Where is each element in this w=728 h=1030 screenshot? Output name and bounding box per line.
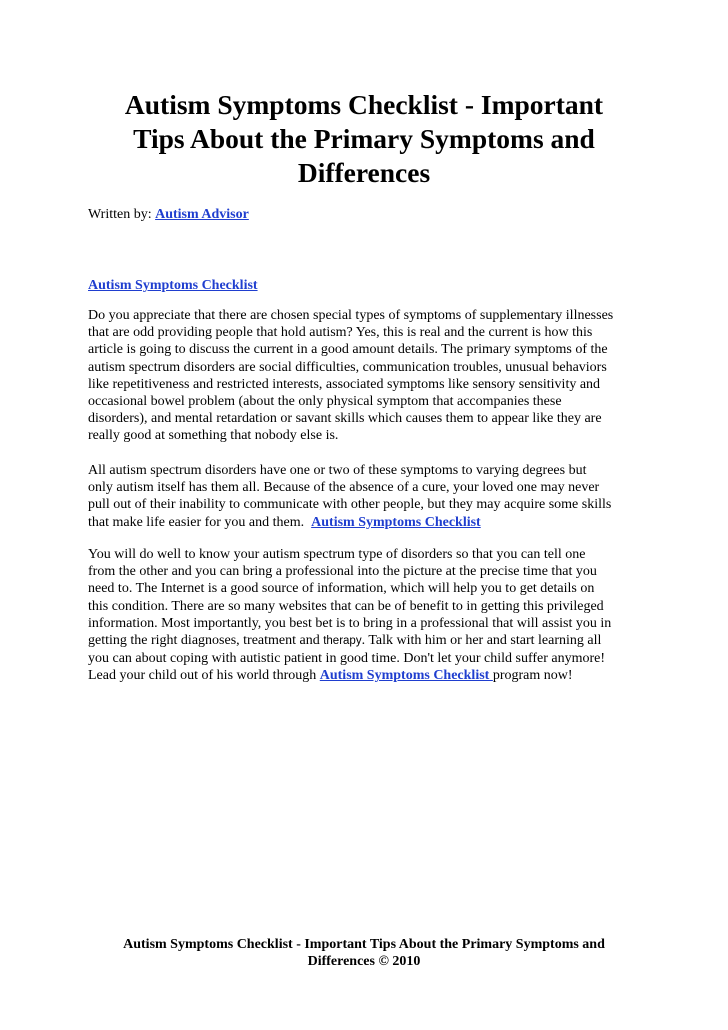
paragraph-2 — [88, 462, 648, 531]
paragraph-3-line-8-start: Lead your child out of his world through — [88, 668, 317, 684]
footer-line-1: Autism Symptoms Checklist - Important Tips About the Primary Symptoms and — [123, 937, 605, 952]
therapy-word: therapy — [323, 635, 362, 648]
paragraph-1-line: that are odd providing people that hold autism? Yes, this is real and the current is how this — [88, 325, 593, 341]
paragraph-3-line: you can about coping with autistic patient in good time. Don't let your child suffer anymore! — [88, 651, 606, 667]
paragraph-2-line: only autism itself has them all. Because of the absence of a cure, your loved one may never — [88, 480, 600, 496]
paragraph-3-line-8-end: program now! — [492, 668, 573, 684]
paragraph-1-line: really good at something that nobody else is. — [88, 428, 339, 444]
paragraph-1-line: autism spectrum disorders are social difficulties, communication troubles, unusual behaviors — [88, 359, 607, 375]
title-line-3: Differences — [297, 157, 431, 188]
paragraph-3-line: this condition. There are so many websites that can be of benefit to in getting this privileged — [88, 598, 604, 614]
paragraph-3-line-6-start: getting the right diagnoses, treatment and — [88, 633, 320, 649]
paragraph-1-line: Do you appreciate that there are chosen special types of symptoms of supplementary illnesses — [88, 308, 614, 323]
paragraph-2-line: All autism spectrum disorders have one or two of these symptoms to varying degrees but — [88, 463, 587, 478]
program-checklist-link[interactable]: Autism Symptoms Checklist — [319, 668, 493, 684]
paragraph-3-line-6-end: . Talk with him or her and start learning all — [361, 633, 602, 649]
paragraph-3-line: You will do well to know your autism spectrum type of disorders so that you can tell one — [88, 547, 586, 562]
inline-checklist-link[interactable]: Autism Symptoms Checklist — [311, 514, 481, 530]
page-title — [88, 88, 640, 190]
paragraph-3-line: from the other and you can bring a professional into the picture at the precise time that you — [88, 564, 597, 580]
paragraph-2-last-line-text: that make life easier for you and them. — [88, 514, 305, 530]
byline — [88, 207, 249, 223]
section-heading — [88, 278, 258, 294]
paragraph-1 — [88, 307, 648, 445]
paragraph-3 — [88, 546, 648, 685]
paragraph-3-line: need to. The Internet is a good source of information, which will help you to get details on — [88, 581, 595, 597]
byline-label: Written by: — [88, 207, 152, 222]
paragraph-1-line: article is going to discuss the current in a good amount details. The primary symptoms of the — [88, 342, 608, 358]
paragraph-2-line: pull out of their inability to communicate with other people, but they may acquire some skills — [88, 497, 612, 513]
section-heading-link[interactable]: Autism Symptoms Checklist — [88, 278, 258, 293]
paragraph-3-line: information. Most importantly, you best bet is to bring in a professional that will assist you in — [88, 615, 612, 631]
author-link[interactable]: Autism Advisor — [155, 207, 249, 222]
paragraph-1-line: disorders), and mental retardation or savant skills which causes them to appear like they are — [88, 411, 602, 427]
title-line-2: Tips About the Primary Symptoms and — [133, 123, 595, 154]
paragraph-1-line: occasional bowel problem (about the only physical symptom that accompanies these — [88, 394, 562, 410]
paragraph-1-line: like repetitiveness and restricted interests, associated symptoms like sensory sensitivity and — [88, 376, 601, 392]
page-footer — [88, 936, 640, 970]
title-line-1: Autism Symptoms Checklist - Important — [124, 89, 604, 120]
footer-line-2: Differences © 2010 — [307, 954, 421, 969]
